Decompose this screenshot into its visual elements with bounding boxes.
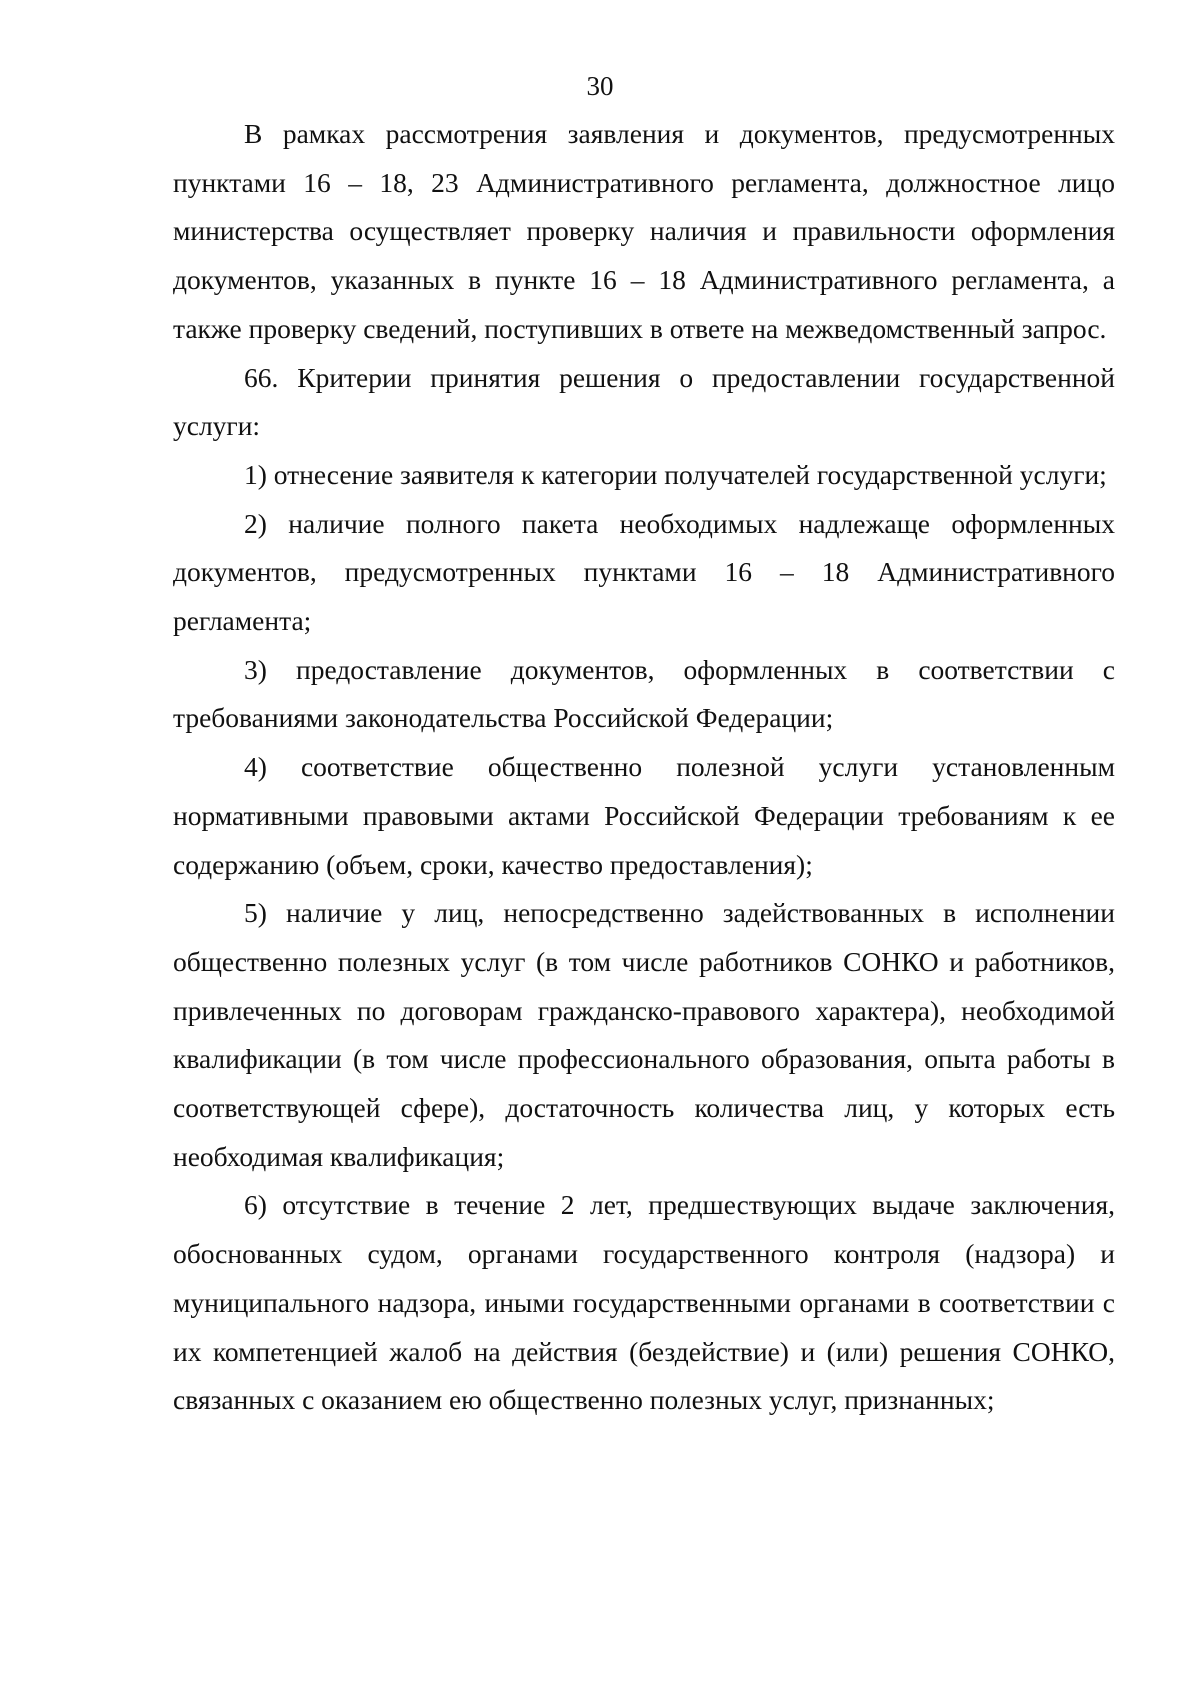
paragraph-criterion-2: 2) наличие полного пакета необходимых надлежаще оформленных документов, предусмотренных пунктами 16 – 18 Административного регламента;	[173, 507, 1115, 637]
paragraph-criteria-heading: 66. Критерии принятия решения о предоставлении государственной услуги:	[173, 361, 1115, 442]
paragraph-criterion-4: 4) соответствие общественно полезной услуги установленным нормативными правовыми актами Российской Федерации требованиям к ее содержанию (объем, сроки, качество предоставления);	[173, 751, 1115, 880]
paragraph-criterion-3: 3) предоставление документов, оформленных в соответствии с требованиями законодательства Российской Федерации;	[173, 653, 1115, 734]
paragraph-criterion-1: 1) отнесение заявителя к категории получателей государственной услуги;	[244, 458, 1107, 490]
paragraph-criterion-5: 5) наличие у лиц, непосредственно задействованных в исполнении общественно полезных услуг (в том числе работников СОНКО и работников, привлеченных по договорам гражданско-правового характера), необходимой квалификации (в том числе профессионального образования, опыта работы в соответствующей сфере), достаточность количества лиц, у которых есть необходимая квалификация;	[173, 897, 1115, 1172]
document-body	[173, 110, 1115, 1425]
page-number: 30	[586, 71, 614, 101]
paragraph-review-procedure: В рамках рассмотрения заявления и документов, предусмотренных пунктами 16 – 18, 23 Административного регламента, должностное лицо министерства осуществляет проверку наличия и правильности оформления документов, указанных в пункте 16 – 18 Административного регламента, а также проверку сведений, поступивших в ответе на межведомственный запрос.	[173, 118, 1115, 344]
paragraph-criterion-6: 6) отсутствие в течение 2 лет, предшествующих выдаче заключения, обоснованных судом, органами государственного контроля (надзора) и муниципального надзора, иными государственными органами в соответствии с их компетенцией жалоб на действия (бездействие) и (или) решения СОНКО, связанных с оказанием ею общественно полезных услуг, признанных;	[173, 1189, 1115, 1416]
